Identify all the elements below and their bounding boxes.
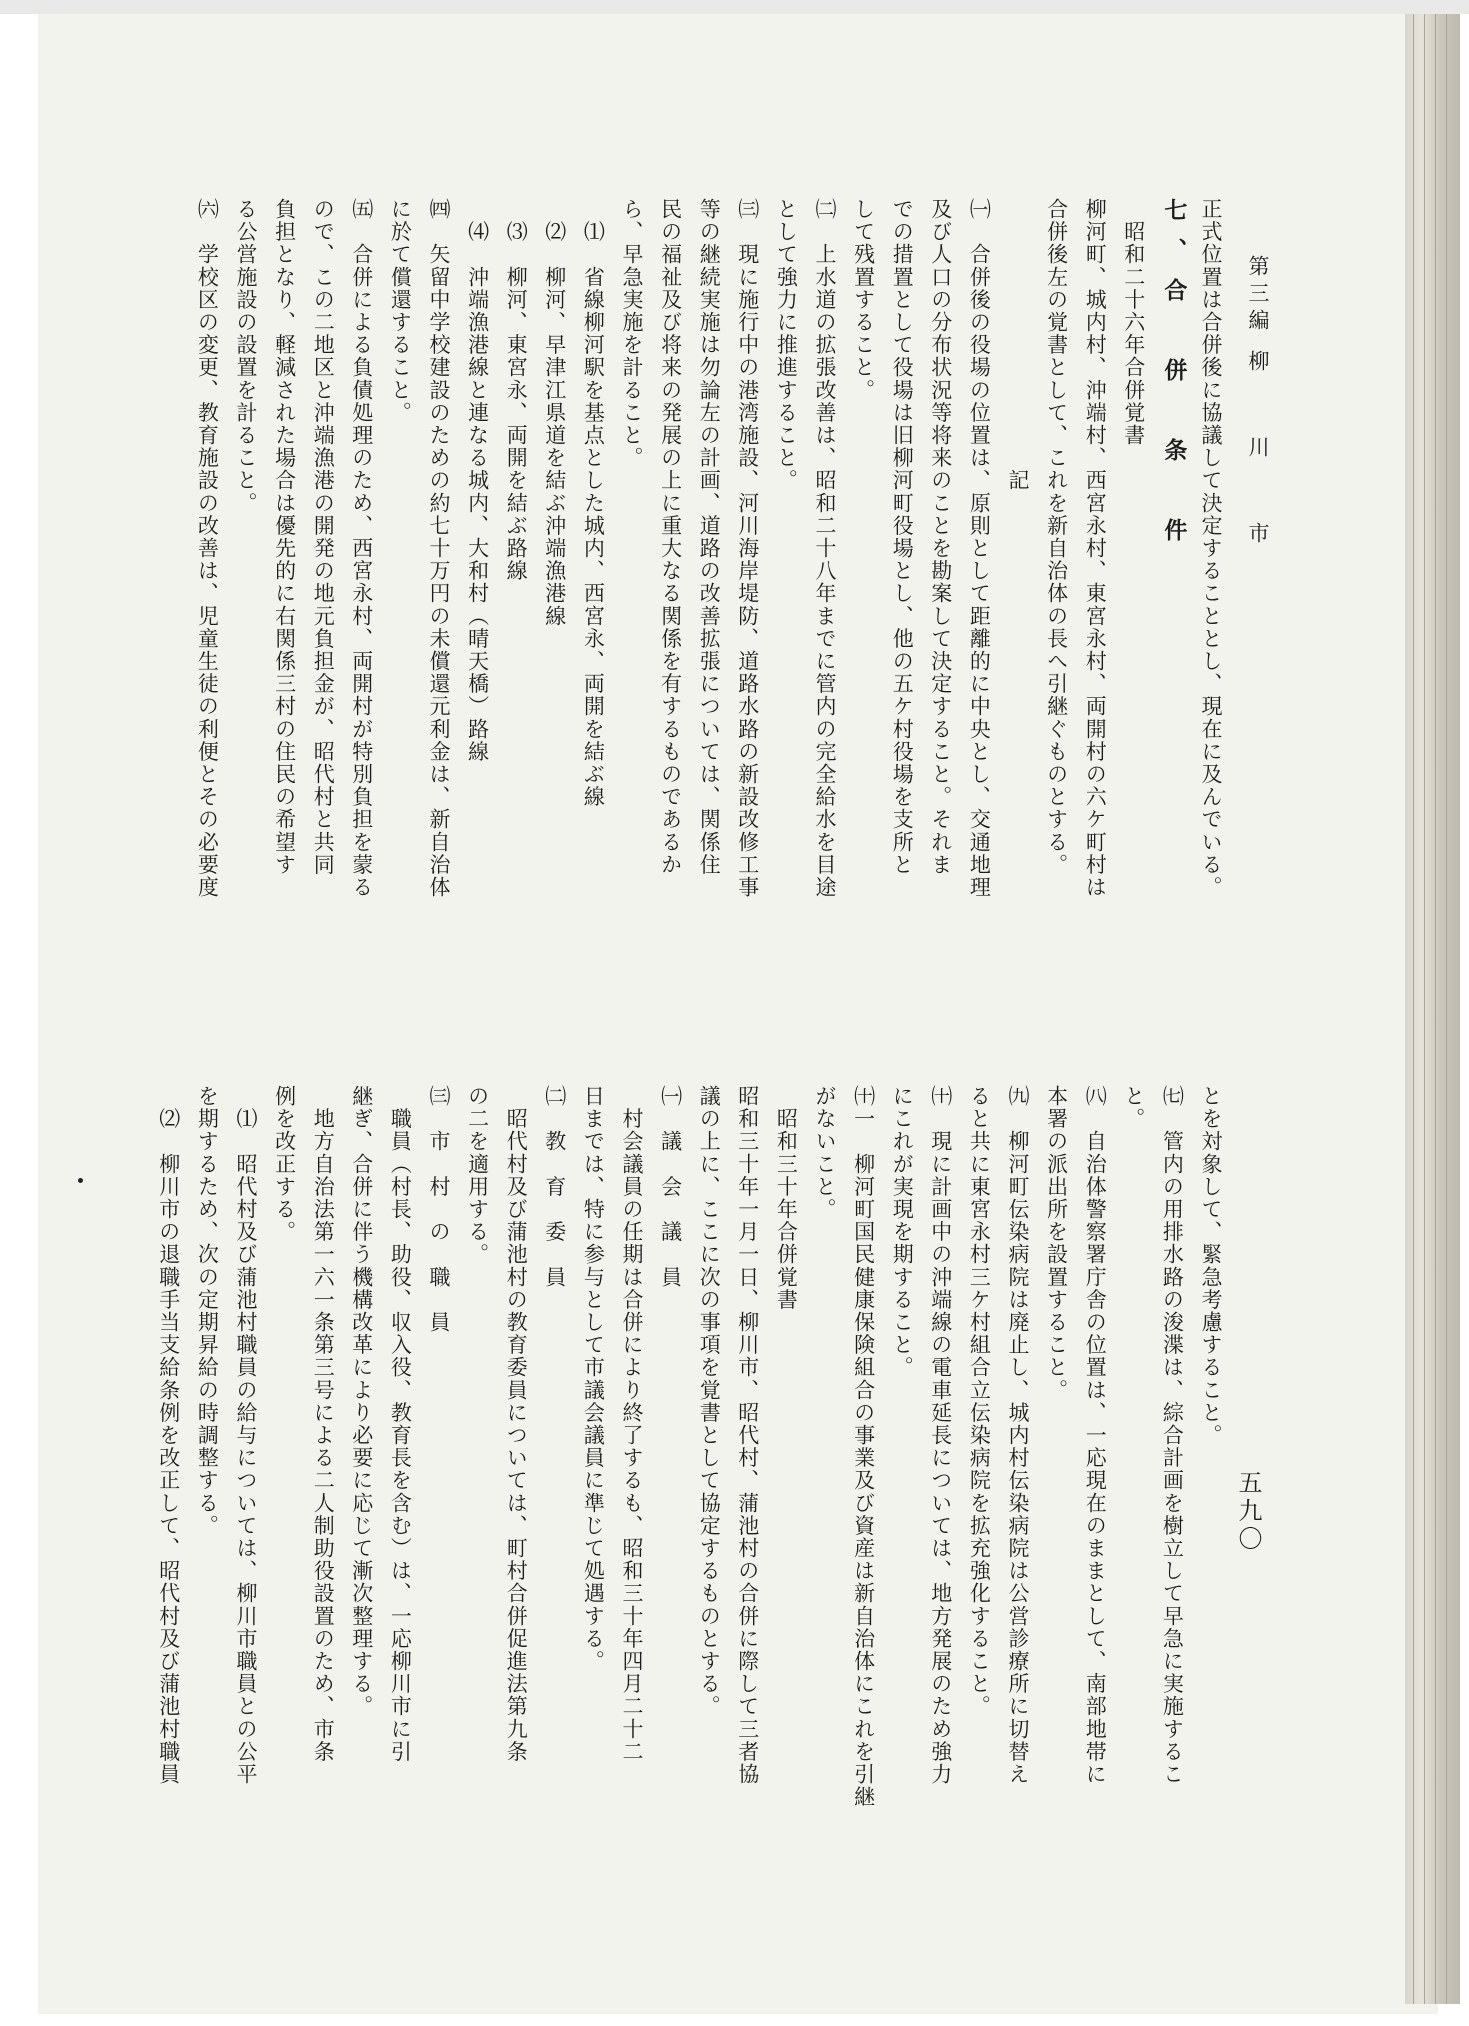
text-line: を期するため、次の定期昇給の時調整する。: [195, 1085, 220, 1537]
text-line: 本署の派出所を設置すること。: [1044, 1085, 1069, 1402]
text-line: にこれが実現を期すること。: [890, 1085, 915, 1379]
text-line: る公営施設の設置を計ること。: [234, 198, 258, 515]
running-head: [1240, 255, 1275, 565]
text-line: 継ぎ、合併に伴う機構改革により必要に応じて漸次整理する。: [349, 1085, 374, 1718]
text-line: ⑶ 柳河、東宮永、両開を結ぶ路線: [504, 198, 529, 583]
text-line: 正式位置は合併後に協議して決定することとし、現在に及んでいる。: [1199, 198, 1223, 899]
text-line: 昭和三十年一月一日、柳川市、昭代村、蒲池村の合併に際して三者協: [735, 1085, 760, 1786]
text-line: と。: [1121, 1085, 1146, 1131]
ink-speck: [78, 1178, 83, 1183]
text-line: ㈧ 自治体警察署庁舎の位置は、一応現在のままとして、南部地帯に: [1083, 1085, 1108, 1786]
text-line: 記: [1006, 198, 1030, 492]
text-line: 合併後左の覚書として、これを新自治体の長へ引継ぐものとする。: [1044, 198, 1069, 876]
text-line: 民の福祉及び将来の発展の上に重大なる関係を有するものであるか: [658, 198, 683, 876]
text-line: での措置として役場は旧柳河町役場とし、他の五ケ村役場を支所と: [890, 198, 915, 876]
text-line: ㈨ 柳河町伝染病院は廃止し、城内村伝染病院は公営診療所に切替え: [1006, 1085, 1030, 1786]
text-line: ると共に東宮永村三ケ村組合立伝染病院を拡充強化すること。: [967, 1085, 992, 1718]
text-line: 日までは、特に参与として市議会議員に準じて処遇する。: [581, 1085, 606, 1673]
text-line: 地方自治法第一六一条第三号による二人制助役設置のため、市条: [311, 1085, 336, 1763]
text-line: ⑵ 柳河、早津江県道を結ぶ沖端漁港線: [542, 198, 567, 628]
text-line: ので、この二地区と沖端漁港の開発の地元負担金が、昭代村と共同: [311, 198, 336, 876]
text-line: ㈦ 管内の用排水路の浚渫は、綜合計画を樹立して早急に実施するこ: [1160, 1085, 1185, 1786]
text-line: ら、早急実施を計ること。: [620, 198, 644, 470]
text-line: の二を適用する。: [465, 1085, 490, 1266]
text-line: がないこと。: [813, 1085, 837, 1221]
text-line: 昭和三十年合併覚書: [774, 1085, 799, 1311]
scan-edge: [0, 0, 1469, 14]
text-line: ⑵ 柳川市の退職手当支給条例を改正して、昭代村及び蒲池村職員: [156, 1085, 181, 1786]
text-line: ㈩ 現に計画中の沖端線の電車延長については、地方発展のため強力: [928, 1085, 953, 1786]
text-line: ㈤ 合併による負債処理のため、西宮永村、両開村が特別負担を蒙る: [349, 198, 374, 899]
text-line: 職員（村長、助役、収入役、教育長を含む）は、一応柳川市に引: [388, 1085, 413, 1763]
text-line: 及び人口の分布状況等将来のことを勘案して決定すること。それま: [928, 198, 953, 876]
running-head-part: 第三編: [1246, 255, 1270, 336]
text-line: ⑴ 昭代村及び蒲池村職員の給与については、柳川市職員との公平: [234, 1085, 258, 1786]
text-line: 負担となり、軽減された場合は優先的に右関係三村の住民の希望す: [272, 198, 297, 876]
running-head-title: 柳 川 市: [1246, 350, 1270, 565]
text-line: ㈡ 教 育 委 員: [542, 1085, 567, 1289]
text-line: とを対象して、緊急考慮すること。: [1199, 1085, 1223, 1447]
text-line: 昭和二十六年合併覚書: [1121, 198, 1146, 447]
text-line: ㈥ 学校区の変更、教育施設の改善は、児童生徒の利便とその必要度: [195, 198, 220, 899]
text-line: 柳河町、城内村、沖端村、西宮永村、東宮永村、両開村の六ケ町村は: [1083, 198, 1108, 899]
section-heading: 七、合 併 条 件: [1160, 198, 1188, 558]
text-line: ㈢ 市 村 の 職 員: [427, 1085, 451, 1334]
text-line: ㈢ 現に施行中の港湾施設、河川海岸堤防、道路水路の新設改修工事: [735, 198, 760, 899]
book-page-edge: [1405, 14, 1460, 2004]
text-line: ㈠ 合併後の役場の位置は、原則として距離的に中央とし、交通地理: [967, 198, 992, 899]
text-line: として強力に推進すること。: [774, 198, 799, 492]
text-line: ⑴ 省線柳河駅を基点とした城内、西宮永、両開を結ぶ線: [581, 198, 606, 809]
text-line: ㈩一 柳河町国民健康保険組合の事業及び資産は新自治体にこれを引継: [851, 1085, 876, 1809]
text-line: に於て償還すること。: [388, 198, 413, 424]
text-line: 例を改正する。: [272, 1085, 297, 1244]
text-line: 等の継続実施は勿論左の計画、道路の改善拡張については、関係住: [697, 198, 722, 876]
text-line: ㈣ 矢留中学校建設のための約七十万円の未償還元利金は、新自治体: [427, 198, 451, 899]
text-line: ㈠ 議 会 議 員: [658, 1085, 683, 1289]
page-number: 五九〇: [1234, 1470, 1262, 1554]
text-line: 昭代村及び蒲池村の教育委員については、町村合併促進法第九条: [504, 1085, 529, 1763]
text-line: ⑷ 沖端漁港線と連なる城内、大和村（晴天橋）路線: [465, 198, 490, 763]
text-line: 議の上に、ここに次の事項を覚書として協定するものとする。: [697, 1085, 722, 1718]
text-line: して残置すること。: [851, 198, 876, 402]
text-line: ㈡ 上水道の拡張改善は、昭和二十八年までに管内の完全給水を目途: [813, 198, 837, 899]
text-line: 村会議員の任期は合併により終了するも、昭和三十年四月二十二: [620, 1085, 644, 1763]
